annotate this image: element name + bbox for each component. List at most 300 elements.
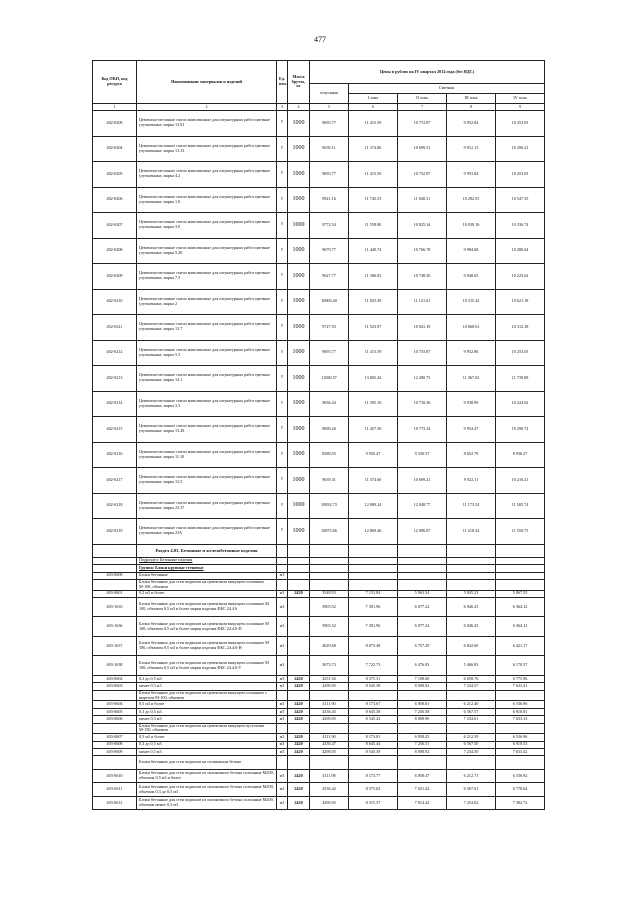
cell-price-zone-1: 8 545.42 bbox=[349, 716, 398, 723]
cell-price-zone-4: 6 364.12 bbox=[496, 597, 545, 617]
cell-price-release: 3903.52 bbox=[310, 597, 349, 617]
cell-price-zone-4: 11 739.08 bbox=[496, 366, 545, 392]
cell-price-zone-4 bbox=[496, 723, 545, 734]
cell-price-zone-2: 9 330.57 bbox=[398, 442, 447, 468]
table-row bbox=[93, 579, 545, 590]
cell-mass: 1000 bbox=[288, 213, 310, 239]
cell-mass: 2420 bbox=[288, 701, 310, 708]
cell-price-zone-4: 10 621.18 bbox=[496, 289, 545, 315]
cell-price-zone-2 bbox=[398, 690, 447, 701]
cell-price-release: 4111.98 bbox=[310, 769, 349, 783]
cell-mass: 2420 bbox=[288, 783, 310, 797]
cell-unit: т bbox=[277, 493, 288, 519]
cell-code: 403-0612 bbox=[93, 796, 137, 810]
cell-price-zone-1: 13 065.42 bbox=[349, 366, 398, 392]
cell-code: 402-0216 bbox=[93, 442, 137, 468]
column-index: 1 bbox=[93, 104, 137, 111]
cell-price-zone-4: 6 421.17 bbox=[496, 636, 545, 656]
table-row bbox=[93, 136, 545, 162]
empty-cell bbox=[398, 565, 447, 573]
cell-name: Цементно-песчаные смеси комплексные для штукатурных работ цветные улучшенные, марка 13.33 bbox=[137, 136, 277, 162]
cell-name: Цементно-песчаные смеси комплексные для штукатурных работ цветные улучшенные, марка 23А bbox=[137, 519, 277, 545]
cell-unit: м3 bbox=[277, 590, 288, 597]
cell-code: 403-1636 bbox=[93, 617, 137, 637]
cell-unit: м3 bbox=[277, 656, 288, 676]
cell-code: 403-0601 bbox=[93, 590, 137, 597]
cell-name: Цементно-песчаные смеси комплексные для штукатурных работ цветные улучшенные, марка 5.20 bbox=[137, 238, 277, 264]
cell-price-zone-4: 6 536.96 bbox=[496, 701, 545, 708]
cell-price-zone-1 bbox=[349, 579, 398, 590]
cell-mass bbox=[288, 756, 310, 770]
cell-price-release bbox=[310, 690, 349, 701]
cell-price-zone-1 bbox=[349, 756, 398, 770]
cell-price-release: 9679.77 bbox=[310, 238, 349, 264]
table-row bbox=[93, 675, 545, 682]
cell-unit: т bbox=[277, 111, 288, 137]
cell-mass bbox=[288, 656, 310, 676]
cell-price-zone-1 bbox=[349, 690, 398, 701]
cell-price-zone-2: 10 773.34 bbox=[398, 417, 447, 443]
header-zones: Сметная bbox=[349, 84, 545, 94]
cell-mass: 1000 bbox=[288, 468, 310, 494]
cell-price-zone-3: 6 212.40 bbox=[447, 701, 496, 708]
cell-unit: т bbox=[277, 136, 288, 162]
cell-price-zone-3: 9 948.65 bbox=[447, 264, 496, 290]
header-mass: Масса брутто, кг bbox=[288, 61, 310, 104]
cell-price-zone-2: 7 108.60 bbox=[398, 675, 447, 682]
section-title-row bbox=[93, 544, 545, 557]
cell-unit: т bbox=[277, 366, 288, 392]
cell-price-zone-4: 6 910.53 bbox=[496, 741, 545, 748]
cell-price-zone-2: 12 096.87 bbox=[398, 519, 447, 545]
cell-price-zone-1: 8 173.77 bbox=[349, 769, 398, 783]
cell-price-zone-1: 11 523.97 bbox=[349, 315, 398, 341]
cell-price-zone-4: 10 206.21 bbox=[496, 136, 545, 162]
cell-price-release: 9627.77 bbox=[310, 264, 349, 290]
column-index: 5 bbox=[310, 104, 349, 111]
cell-mass bbox=[288, 579, 310, 590]
cell-price-zone-4: 7 633.41 bbox=[496, 683, 545, 690]
cell-unit: м3 bbox=[277, 701, 288, 708]
cell-price-zone-3: 6 567.50 bbox=[447, 741, 496, 748]
cell-price-zone-2: 10 748.50 bbox=[398, 264, 447, 290]
cell-price-release: 4029.68 bbox=[310, 636, 349, 656]
cell-price-zone-3 bbox=[447, 723, 496, 734]
cell-mass: 1000 bbox=[288, 417, 310, 443]
cell-price-zone-2: 10 752.87 bbox=[398, 162, 447, 188]
cell-price-zone-1 bbox=[349, 572, 398, 579]
cell-price-zone-4: 10 216.21 bbox=[496, 468, 545, 494]
empty-cell bbox=[310, 557, 349, 565]
cell-unit: т bbox=[277, 391, 288, 417]
cell-name: Блоки бетонные для стен подвалов из силикатного бетона сплошные М200, объемом 0,5 м3 и более bbox=[137, 769, 277, 783]
cell-price-release: 4336.45 bbox=[310, 708, 349, 715]
cell-unit: м3 bbox=[277, 734, 288, 741]
column-index: 4 bbox=[288, 104, 310, 111]
cell-code: 402-0211 bbox=[93, 315, 137, 341]
cell-price-zone-1: 8 575.02 bbox=[349, 783, 398, 797]
cell-price-zone-1: 11 825.49 bbox=[349, 289, 398, 315]
cell-price-zone-1: 8 645.44 bbox=[349, 741, 398, 748]
cell-name: Блоки бетонные bbox=[137, 572, 277, 579]
cell-mass: 1000 bbox=[288, 315, 310, 341]
cell-mass: 2420 bbox=[288, 748, 310, 755]
column-index: 3 bbox=[277, 104, 288, 111]
cell-name: Блоки бетонные для стен подвалов на цементном вяжущем сплошные М 100, объемом 0,5 м3 и более марки изделия ФБС 24.4.6-Н bbox=[137, 636, 277, 656]
cell-unit: т bbox=[277, 162, 288, 188]
cell-name: 0,5 м3 и более bbox=[137, 734, 277, 741]
cell-price-zone-4: 5 867.55 bbox=[496, 590, 545, 597]
cell-price-zone-1: 11 415.59 bbox=[349, 162, 398, 188]
cell-price-zone-2: 6 077.22 bbox=[398, 617, 447, 637]
cell-price-release: 9693.77 bbox=[310, 162, 349, 188]
cell-price-release bbox=[310, 756, 349, 770]
cell-code: 403-0609 bbox=[93, 748, 137, 755]
cell-code: 403-0604 bbox=[93, 701, 137, 708]
cell-code: 403-0600 bbox=[93, 572, 137, 579]
table-row bbox=[93, 238, 545, 264]
cell-code: 403-0611 bbox=[93, 783, 137, 797]
cell-price-zone-2: 12 280.75 bbox=[398, 366, 447, 392]
table-row bbox=[93, 519, 545, 545]
cell-name: Цементно-песчаные смеси комплексные для штукатурных работ цветные улучшенные, марка 2 bbox=[137, 289, 277, 315]
cell-price-release: 9693.77 bbox=[310, 340, 349, 366]
cell-mass: 2420 bbox=[288, 590, 310, 597]
cell-price-zone-4: 6 775.96 bbox=[496, 675, 545, 682]
column-index: 2 bbox=[137, 104, 277, 111]
cell-mass: 1000 bbox=[288, 391, 310, 417]
cell-price-zone-1: 11 745.53 bbox=[349, 187, 398, 213]
cell-name: Блоки бетонные для стен подвалов на силикатном бетоне bbox=[137, 756, 277, 770]
table-row bbox=[93, 597, 545, 617]
cell-code: 402-0218 bbox=[93, 493, 137, 519]
cell-name: Блоки бетонные для стен подвалов на цементном вяжущем сплошные М 100, объемом 0,5 м3 и более марки изделия ФБС 24.4.6-Т bbox=[137, 656, 277, 676]
cell-price-zone-4: 6 536.92 bbox=[496, 769, 545, 783]
cell-unit: т bbox=[277, 468, 288, 494]
cell-price-zone-2: 7 256.58 bbox=[398, 708, 447, 715]
cell-price-zone-2: 10 766.78 bbox=[398, 238, 447, 264]
table-row bbox=[93, 442, 545, 468]
cell-code bbox=[93, 565, 137, 573]
column-index-row bbox=[93, 104, 545, 111]
cell-unit: т bbox=[277, 417, 288, 443]
cell-price-zone-2: 7 814.42 bbox=[398, 796, 447, 810]
cell-price-release: 3903.52 bbox=[310, 617, 349, 637]
cell-price-zone-4: 6 910.81 bbox=[496, 708, 545, 715]
cell-price-zone-3: 9 984.68 bbox=[447, 238, 496, 264]
cell-name: Блоки бетонные для стен подвалов на цементном вяжущем пустотные М-150, объемом bbox=[137, 723, 277, 734]
header-zone-2: II зона bbox=[398, 94, 447, 104]
table-row bbox=[93, 748, 545, 755]
cell-name: Цементно-песчаные смеси комплексные для штукатурных работ цветные улучшенные, марка 4.2 bbox=[137, 162, 277, 188]
cell-price-zone-3: 9 912.13 bbox=[447, 136, 496, 162]
cell-price-zone-1: 8 545.39 bbox=[349, 748, 398, 755]
cell-code bbox=[93, 544, 137, 557]
cell-price-zone-2: 10 772.87 bbox=[398, 111, 447, 137]
cell-price-zone-1: 7 722.73 bbox=[349, 656, 398, 676]
cell-price-zone-4: 10 547.35 bbox=[496, 187, 545, 213]
cell-price-zone-4: 10 280.64 bbox=[496, 238, 545, 264]
page-number: 477 bbox=[314, 35, 326, 44]
subsection-title-row bbox=[93, 557, 545, 565]
cell-price-zone-3: 8 652.79 bbox=[447, 442, 496, 468]
table-row bbox=[93, 315, 545, 341]
cell-mass: 1000 bbox=[288, 264, 310, 290]
cell-price-release: 3673.73 bbox=[310, 656, 349, 676]
empty-cell bbox=[310, 565, 349, 573]
cell-unit: т bbox=[277, 238, 288, 264]
cell-price-zone-1: 8 073.48 bbox=[349, 636, 398, 656]
cell-price-zone-1: 9 935.47 bbox=[349, 442, 398, 468]
cell-price-zone-2: 10 699.21 bbox=[398, 468, 447, 494]
cell-code: 403-0602 bbox=[93, 675, 137, 682]
empty-cell bbox=[349, 544, 398, 557]
cell-price-zone-1: 7 131.84 bbox=[349, 590, 398, 597]
cell-price-zone-4 bbox=[496, 572, 545, 579]
empty-cell bbox=[277, 565, 288, 573]
cell-price-zone-1: 8 645.38 bbox=[349, 708, 398, 715]
cell-code: 403-0603 bbox=[93, 683, 137, 690]
cell-name: 0,3 до 0,5 м3 bbox=[137, 708, 277, 715]
cell-mass: 2420 bbox=[288, 708, 310, 715]
cell-code: 402-0219 bbox=[93, 519, 137, 545]
cell-mass bbox=[288, 636, 310, 656]
cell-mass: 1000 bbox=[288, 289, 310, 315]
cell-name: менее 0,3 м3 bbox=[137, 683, 277, 690]
cell-mass: 2420 bbox=[288, 741, 310, 748]
table-row bbox=[93, 289, 545, 315]
table-row bbox=[93, 572, 545, 579]
cell-price-zone-3: 9 954.47 bbox=[447, 417, 496, 443]
cell-price-zone-4: 11 550.75 bbox=[496, 519, 545, 545]
table-row bbox=[93, 734, 545, 741]
column-index: 7 bbox=[398, 104, 447, 111]
cell-price-zone-1: 11 440.74 bbox=[349, 238, 398, 264]
cell-code: 402-0204 bbox=[93, 136, 137, 162]
cell-price-zone-4: 6 778.64 bbox=[496, 783, 545, 797]
cell-price-release bbox=[310, 579, 349, 590]
cell-price-zone-1: 7 391.96 bbox=[349, 617, 398, 637]
cell-price-release: 4111.90 bbox=[310, 701, 349, 708]
cell-price-zone-3: 6 842.60 bbox=[447, 636, 496, 656]
cell-code: 402-0215 bbox=[93, 417, 137, 443]
cell-price-zone-2: 6 077.22 bbox=[398, 597, 447, 617]
cell-name: Цементно-песчаные смеси комплексные для штукатурных работ цветные улучшенные, марка 3.0 bbox=[137, 213, 277, 239]
cell-name: Цементно-песчаные смеси комплексные для штукатурных работ цветные улучшенные, марка 13.5 bbox=[137, 468, 277, 494]
cell-price-release bbox=[310, 723, 349, 734]
cell-price-zone-2 bbox=[398, 756, 447, 770]
cell-unit: т bbox=[277, 187, 288, 213]
cell-price-zone-3: 10 068.61 bbox=[447, 315, 496, 341]
header-zone-3: III зона bbox=[447, 94, 496, 104]
header-zone-1: I зона bbox=[349, 94, 398, 104]
cell-unit: м3 bbox=[277, 675, 288, 682]
table-row bbox=[93, 111, 545, 137]
cell-price-release: 9636.44 bbox=[310, 391, 349, 417]
cell-mass: 1000 bbox=[288, 187, 310, 213]
table-row bbox=[93, 590, 545, 597]
cell-price-zone-1: 11 395.10 bbox=[349, 391, 398, 417]
cell-name: Блоки бетонные для стен подвалов из силикатного бетона сплошные М200, объемом менее 0,3 м3 bbox=[137, 796, 277, 810]
cell-price-zone-2: 6 476.93 bbox=[398, 656, 447, 676]
cell-price-zone-3: 7 234.61 bbox=[447, 716, 496, 723]
cell-mass: 2420 bbox=[288, 769, 310, 783]
cell-price-release: 10000.40 bbox=[310, 289, 349, 315]
cell-code: 403-0606 bbox=[93, 716, 137, 723]
table-row bbox=[93, 366, 545, 392]
cell-mass: 1000 bbox=[288, 366, 310, 392]
cell-price-release: 4111.90 bbox=[310, 734, 349, 741]
cell-price-zone-4: 10 312.18 bbox=[496, 315, 545, 341]
cell-unit bbox=[277, 723, 288, 734]
cell-unit: м3 bbox=[277, 572, 288, 579]
cell-mass: 1000 bbox=[288, 519, 310, 545]
cell-code: 402-0213 bbox=[93, 366, 137, 392]
cell-mass bbox=[288, 723, 310, 734]
cell-name: 0,5 м3 и более bbox=[137, 590, 277, 597]
cell-name: Блоки бетонные для стен подвалов на цементном вяжущем сплошные М-100, объемом bbox=[137, 579, 277, 590]
cell-mass: 1000 bbox=[288, 111, 310, 137]
cell-name: менее 0,3 м3 bbox=[137, 748, 277, 755]
header-unit: Ед. изм. bbox=[277, 61, 288, 104]
cell-code: 402-0205 bbox=[93, 162, 137, 188]
cell-mass: 1000 bbox=[288, 162, 310, 188]
table-row bbox=[93, 213, 545, 239]
cell-name: Цементно-песчаные смеси комплексные для штукатурных работ цветные улучшенные, марка 23.37 bbox=[137, 493, 277, 519]
cell-price-zone-2: 10 825.34 bbox=[398, 213, 447, 239]
cell-code: 402-0212 bbox=[93, 340, 137, 366]
table-row bbox=[93, 756, 545, 770]
table-row bbox=[93, 723, 545, 734]
cell-unit: т bbox=[277, 442, 288, 468]
cell-price-zone-4: 7 633.33 bbox=[496, 716, 545, 723]
cell-price-zone-3: 6 046.25 bbox=[447, 617, 496, 637]
cell-name: Блоки бетонные для стен подвалов на цементном вяжущем сплошные М 100, объемом 0,5 м3 и более марки изделия ФБС 24.4.6 bbox=[137, 597, 277, 617]
empty-cell bbox=[277, 557, 288, 565]
cell-code: 403-0610 bbox=[93, 769, 137, 783]
table-row bbox=[93, 468, 545, 494]
cell-price-zone-4: 10 253.03 bbox=[496, 162, 545, 188]
table-row bbox=[93, 683, 545, 690]
cell-price-zone-3: 10 039.16 bbox=[447, 213, 496, 239]
cell-unit bbox=[277, 579, 288, 590]
table-row bbox=[93, 769, 545, 783]
cell-unit bbox=[277, 756, 288, 770]
cell-code bbox=[93, 723, 137, 734]
cell-code: 403-0607 bbox=[93, 734, 137, 741]
cell-code: 402-0217 bbox=[93, 468, 137, 494]
table-row bbox=[93, 187, 545, 213]
cell-price-zone-2: 6 858.61 bbox=[398, 701, 447, 708]
cell-price-zone-3: 10 315.42 bbox=[447, 289, 496, 315]
cell-price-zone-4: 10 336.74 bbox=[496, 213, 545, 239]
cell-price-zone-3: 9 938.99 bbox=[447, 391, 496, 417]
table-row bbox=[93, 656, 545, 676]
cell-price-zone-2: 8 008.92 bbox=[398, 683, 447, 690]
cell-mass bbox=[288, 597, 310, 617]
cell-price-zone-3 bbox=[447, 690, 496, 701]
cell-unit: т bbox=[277, 289, 288, 315]
cell-price-zone-4: 10 253.03 bbox=[496, 340, 545, 366]
cell-code: 402-0206 bbox=[93, 187, 137, 213]
cell-price-zone-2: 7 021.42 bbox=[398, 783, 447, 797]
cell-code: 402-0208 bbox=[93, 238, 137, 264]
cell-price-zone-1 bbox=[349, 723, 398, 734]
cell-name: Блоки бетонные для стен подвалов на цементном вяжущем сплошные М 100, объемом 0,5 м3 и более марки изделия ФБС 24.4.6-П bbox=[137, 617, 277, 637]
cell-price-zone-4: 10 290.72 bbox=[496, 417, 545, 443]
table-row bbox=[93, 716, 545, 723]
cell-unit: м3 bbox=[277, 769, 288, 783]
header-release: отпускная bbox=[310, 84, 349, 104]
cell-unit bbox=[277, 690, 288, 701]
cell-price-zone-4: 8 936.27 bbox=[496, 442, 545, 468]
cell-unit: м3 bbox=[277, 741, 288, 748]
cell-unit: т bbox=[277, 340, 288, 366]
table-row bbox=[93, 417, 545, 443]
cell-price-zone-3 bbox=[447, 572, 496, 579]
cell-price-zone-2: 6 858.47 bbox=[398, 769, 447, 783]
cell-price-release: 4290.05 bbox=[310, 683, 349, 690]
cell-name: Цементно-песчаные смеси комплексные для штукатурных работ цветные улучшенные, марка 14.1 bbox=[137, 366, 277, 392]
cell-name: Цементно-песчаные смеси комплексные для штукатурных работ цветные улучшенные, марка 3.3 bbox=[137, 391, 277, 417]
cell-name: Цементно-песчаные смеси комплексные для штукатурных работ цветные улучшенные, марка 13.81 bbox=[137, 111, 277, 137]
cell-name: Блоки бетонные для стен подвалов из силикатного бетона сплошные М200, объемом 0,3 до 0,5 м3 bbox=[137, 783, 277, 797]
cell-mass: 1000 bbox=[288, 238, 310, 264]
cell-price-release: 4336.47 bbox=[310, 741, 349, 748]
table-row bbox=[93, 708, 545, 715]
cell-price-release bbox=[310, 572, 349, 579]
cell-price-zone-4: 6 364.12 bbox=[496, 617, 545, 637]
cell-price-zone-2: 10 699.51 bbox=[398, 136, 447, 162]
empty-cell bbox=[447, 557, 496, 565]
cell-price-zone-1: 12 869.46 bbox=[349, 519, 398, 545]
column-index: 6 bbox=[349, 104, 398, 111]
cell-price-zone-4: 6 536.96 bbox=[496, 734, 545, 741]
cell-price-zone-3: 6 658.76 bbox=[447, 675, 496, 682]
cell-unit: м3 bbox=[277, 636, 288, 656]
cell-unit: м3 bbox=[277, 708, 288, 715]
cell-price-zone-1: 11 558.80 bbox=[349, 213, 398, 239]
header-zone-4: IV зона bbox=[496, 94, 545, 104]
cell-price-release: 4290.05 bbox=[310, 748, 349, 755]
cell-price-release: 4251.92 bbox=[310, 675, 349, 682]
empty-cell bbox=[349, 565, 398, 573]
header-name: Наименование материалов и изделий bbox=[137, 61, 277, 104]
cell-mass: 1000 bbox=[288, 442, 310, 468]
column-index: 9 bbox=[496, 104, 545, 111]
table-row bbox=[93, 493, 545, 519]
cell-price-zone-2: 10 753.87 bbox=[398, 340, 447, 366]
cell-price-zone-1: 8 315.37 bbox=[349, 796, 398, 810]
column-index: 8 bbox=[447, 104, 496, 111]
cell-price-release: 3548.93 bbox=[310, 590, 349, 597]
cell-price-zone-1: 7 391.96 bbox=[349, 597, 398, 617]
cell-price-zone-2: 10 718.36 bbox=[398, 391, 447, 417]
cell-price-zone-3 bbox=[447, 579, 496, 590]
cell-price-zone-3: 6 567.61 bbox=[447, 783, 496, 797]
cell-price-zone-4 bbox=[496, 690, 545, 701]
cell-code bbox=[93, 579, 137, 590]
cell-name: 0,3 до 0,5 м3 bbox=[137, 741, 277, 748]
cell-price-zone-1: 11 374.60 bbox=[349, 468, 398, 494]
cell-price-zone-2: 5 963.54 bbox=[398, 590, 447, 597]
table-row bbox=[93, 783, 545, 797]
cell-price-zone-1: 8 545.38 bbox=[349, 683, 398, 690]
empty-cell bbox=[398, 544, 447, 557]
empty-cell bbox=[349, 557, 398, 565]
cell-mass bbox=[288, 690, 310, 701]
cell-price-zone-4: 6 170.37 bbox=[496, 656, 545, 676]
